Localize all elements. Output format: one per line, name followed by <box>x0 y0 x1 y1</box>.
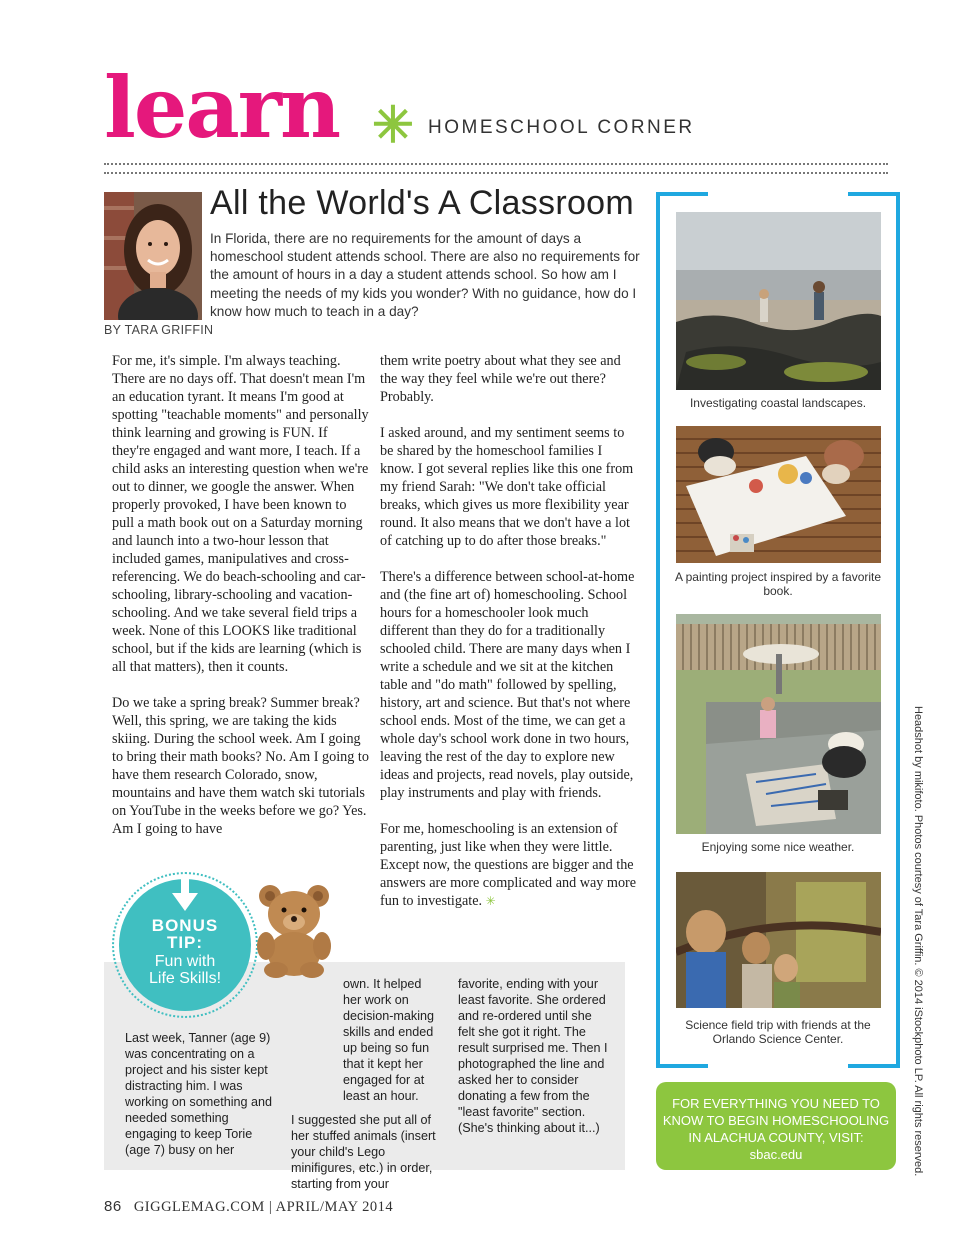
bonus-subtitle <box>119 953 251 987</box>
paragraph: I suggested she put all of her stuffed animals (insert your child's Lego minifigures, etc.) in order, starting from your <box>291 1113 436 1191</box>
bonus-badge <box>119 879 251 1011</box>
body-column-2 <box>380 352 637 928</box>
info-link[interactable]: sbac.edu <box>749 1147 803 1162</box>
bonus-column-1: Last week, Tanner (age 9) was concentrating on a project and his sister kept distracting him. I was working on something and needed something engaging to keep Torie (age 7) busy on her <box>125 1031 273 1157</box>
asterisk-icon: ✳ <box>372 97 414 153</box>
photo-science-center <box>676 872 881 1008</box>
photo-coastal <box>676 212 881 390</box>
photo-painting <box>676 426 881 563</box>
info-line: FOR EVERYTHING YOU NEED TO <box>672 1096 880 1111</box>
article-headline: All the World's A Classroom <box>210 184 635 222</box>
paragraph: Do we take a spring break? Summer break? Well, this spring, we are taking the kids skiing. During the school week. Am I going to bring their math books? No. Am I going to have them research Colorado, snow, mountains and have them watch ski tutorials on YouTube in the weeks before we go? Yes. Am I going to have <box>112 695 369 837</box>
section-word: learn <box>104 58 340 157</box>
section-name: HOMESCHOOL CORNER <box>428 117 695 138</box>
paragraph-text: For me, homeschooling is an extension of parenting, just like when they were little. Except now, the questions are bigger and the answers are more complicated and way more fun to investigate. <box>380 821 637 909</box>
info-line: IN ALACHUA COUNTY, VISIT: <box>688 1130 864 1145</box>
bonus-title <box>119 917 251 951</box>
info-box <box>656 1082 896 1170</box>
article-intro: In Florida, there are no requirements for the amount of days a homeschool student attends school. There are also no requirements for the amount of hours in a day a student attends school. So how am I meeting the needs of my kids you wonder? With no guidance, how do I know how much to teach in a day? <box>210 231 640 319</box>
bonus-column-3: favorite, ending with your least favorite. She ordered and re-ordered until she felt she got it right. The result surprised me. Then I photographed the line and asked her to consider donating a few from the "least favorite" section. (She's thinking about it...) <box>458 977 608 1135</box>
paragraph: I asked around, and my sentiment seems to be shared by the homeschool families I know. I got several replies like this one from my friend Sarah: "We don't take official breaks, which gives us more flexibility year round. It also means that we don't have a lot of catching up to do after those breaks." <box>380 425 634 549</box>
sidebar-frame <box>656 1064 708 1068</box>
footer-separator: | <box>268 1199 273 1215</box>
bonus-subtitle-line: Life Skills! <box>148 970 222 987</box>
byline: BY TARA GRIFFIN <box>104 323 214 337</box>
paragraph: There's a difference between school-at-home and (the fine art of) homeschooling. School hours for a homeschooler look much different than they do for a traditionally schooled child. There are many days when I write a schedule and we sit at the kitchen table and "do math" followed by spelling, history, art and science. But that's not where school ends. Most of the time, we can get a whole day's school work done in two hours, leaving the rest of the day to explore new ideas and projects, read novels, play outside, play instruments and play with friends. <box>380 569 635 801</box>
sidebar-frame <box>656 192 660 1068</box>
paragraph: them write poetry about what they see and the way they feel while we're out there? Probably. <box>380 353 621 405</box>
photo-weather <box>676 614 881 834</box>
end-mark-icon: ✳ <box>485 894 496 908</box>
issue-date: APRIL/MAY 2014 <box>275 1199 394 1215</box>
footer <box>104 1198 393 1216</box>
photo-caption: A painting project inspired by a favorite book. <box>674 570 882 598</box>
divider <box>104 172 888 174</box>
paragraph: For me, it's simple. I'm always teaching. There are no days off. That doesn't mean I'm an education tyrant. It means I'm good at spotting "teachable moments" and personally think learning and growing is FUN. If they're engaged and want more, I teach. If a child asks an interesting question when we're out to dinner, we google the answer. When properly provoked, I have been known to pull a math book out on a Saturday morning and launch into a two-hour lesson that included games, manipulatives and cross-referencing. We do beach-schooling and car-schooling, library-schooling and vacation-schooling. And we take several field trips a week. None of this LOOKS like traditional school, but if the kids are learning (which is all that matters), then it counts. <box>112 353 369 675</box>
page-number: 86 <box>104 1198 122 1215</box>
bonus-subtitle-line: Fun with <box>154 953 216 970</box>
photo-caption: Science field trip with friends at the Orlando Science Center. <box>685 1018 871 1046</box>
arrow-down-icon <box>172 879 198 913</box>
body-column-1 <box>112 352 369 856</box>
teddy-bear-image <box>246 880 342 978</box>
paragraph: own. It helped her work on decision-making skills and ended up being so fun that it kept her engaged for at least an hour. <box>343 977 434 1103</box>
bonus-column-2 <box>291 976 441 1200</box>
photo-credit: Headshot by mikifoto. Photos courtesy of Tara Griffin. © 2014 iStockphoto LP. All rights reserved. <box>912 706 924 1177</box>
photo-caption: Enjoying some nice weather. <box>701 840 855 854</box>
sidebar-frame <box>848 192 900 196</box>
info-line: KNOW TO BEGIN HOMESCHOOLING <box>662 1113 890 1128</box>
paragraph <box>380 820 637 910</box>
photo-caption: Investigating coastal landscapes. <box>689 396 867 410</box>
sidebar-frame <box>896 192 900 1068</box>
author-headshot <box>104 192 202 320</box>
bonus-title-line: TIP: <box>166 933 204 952</box>
sidebar-frame <box>656 192 708 196</box>
sidebar-frame <box>848 1064 900 1068</box>
divider <box>104 163 888 165</box>
bonus-title-line: BONUS <box>151 916 219 935</box>
publication: GIGGLEMAG.COM <box>133 1199 265 1215</box>
